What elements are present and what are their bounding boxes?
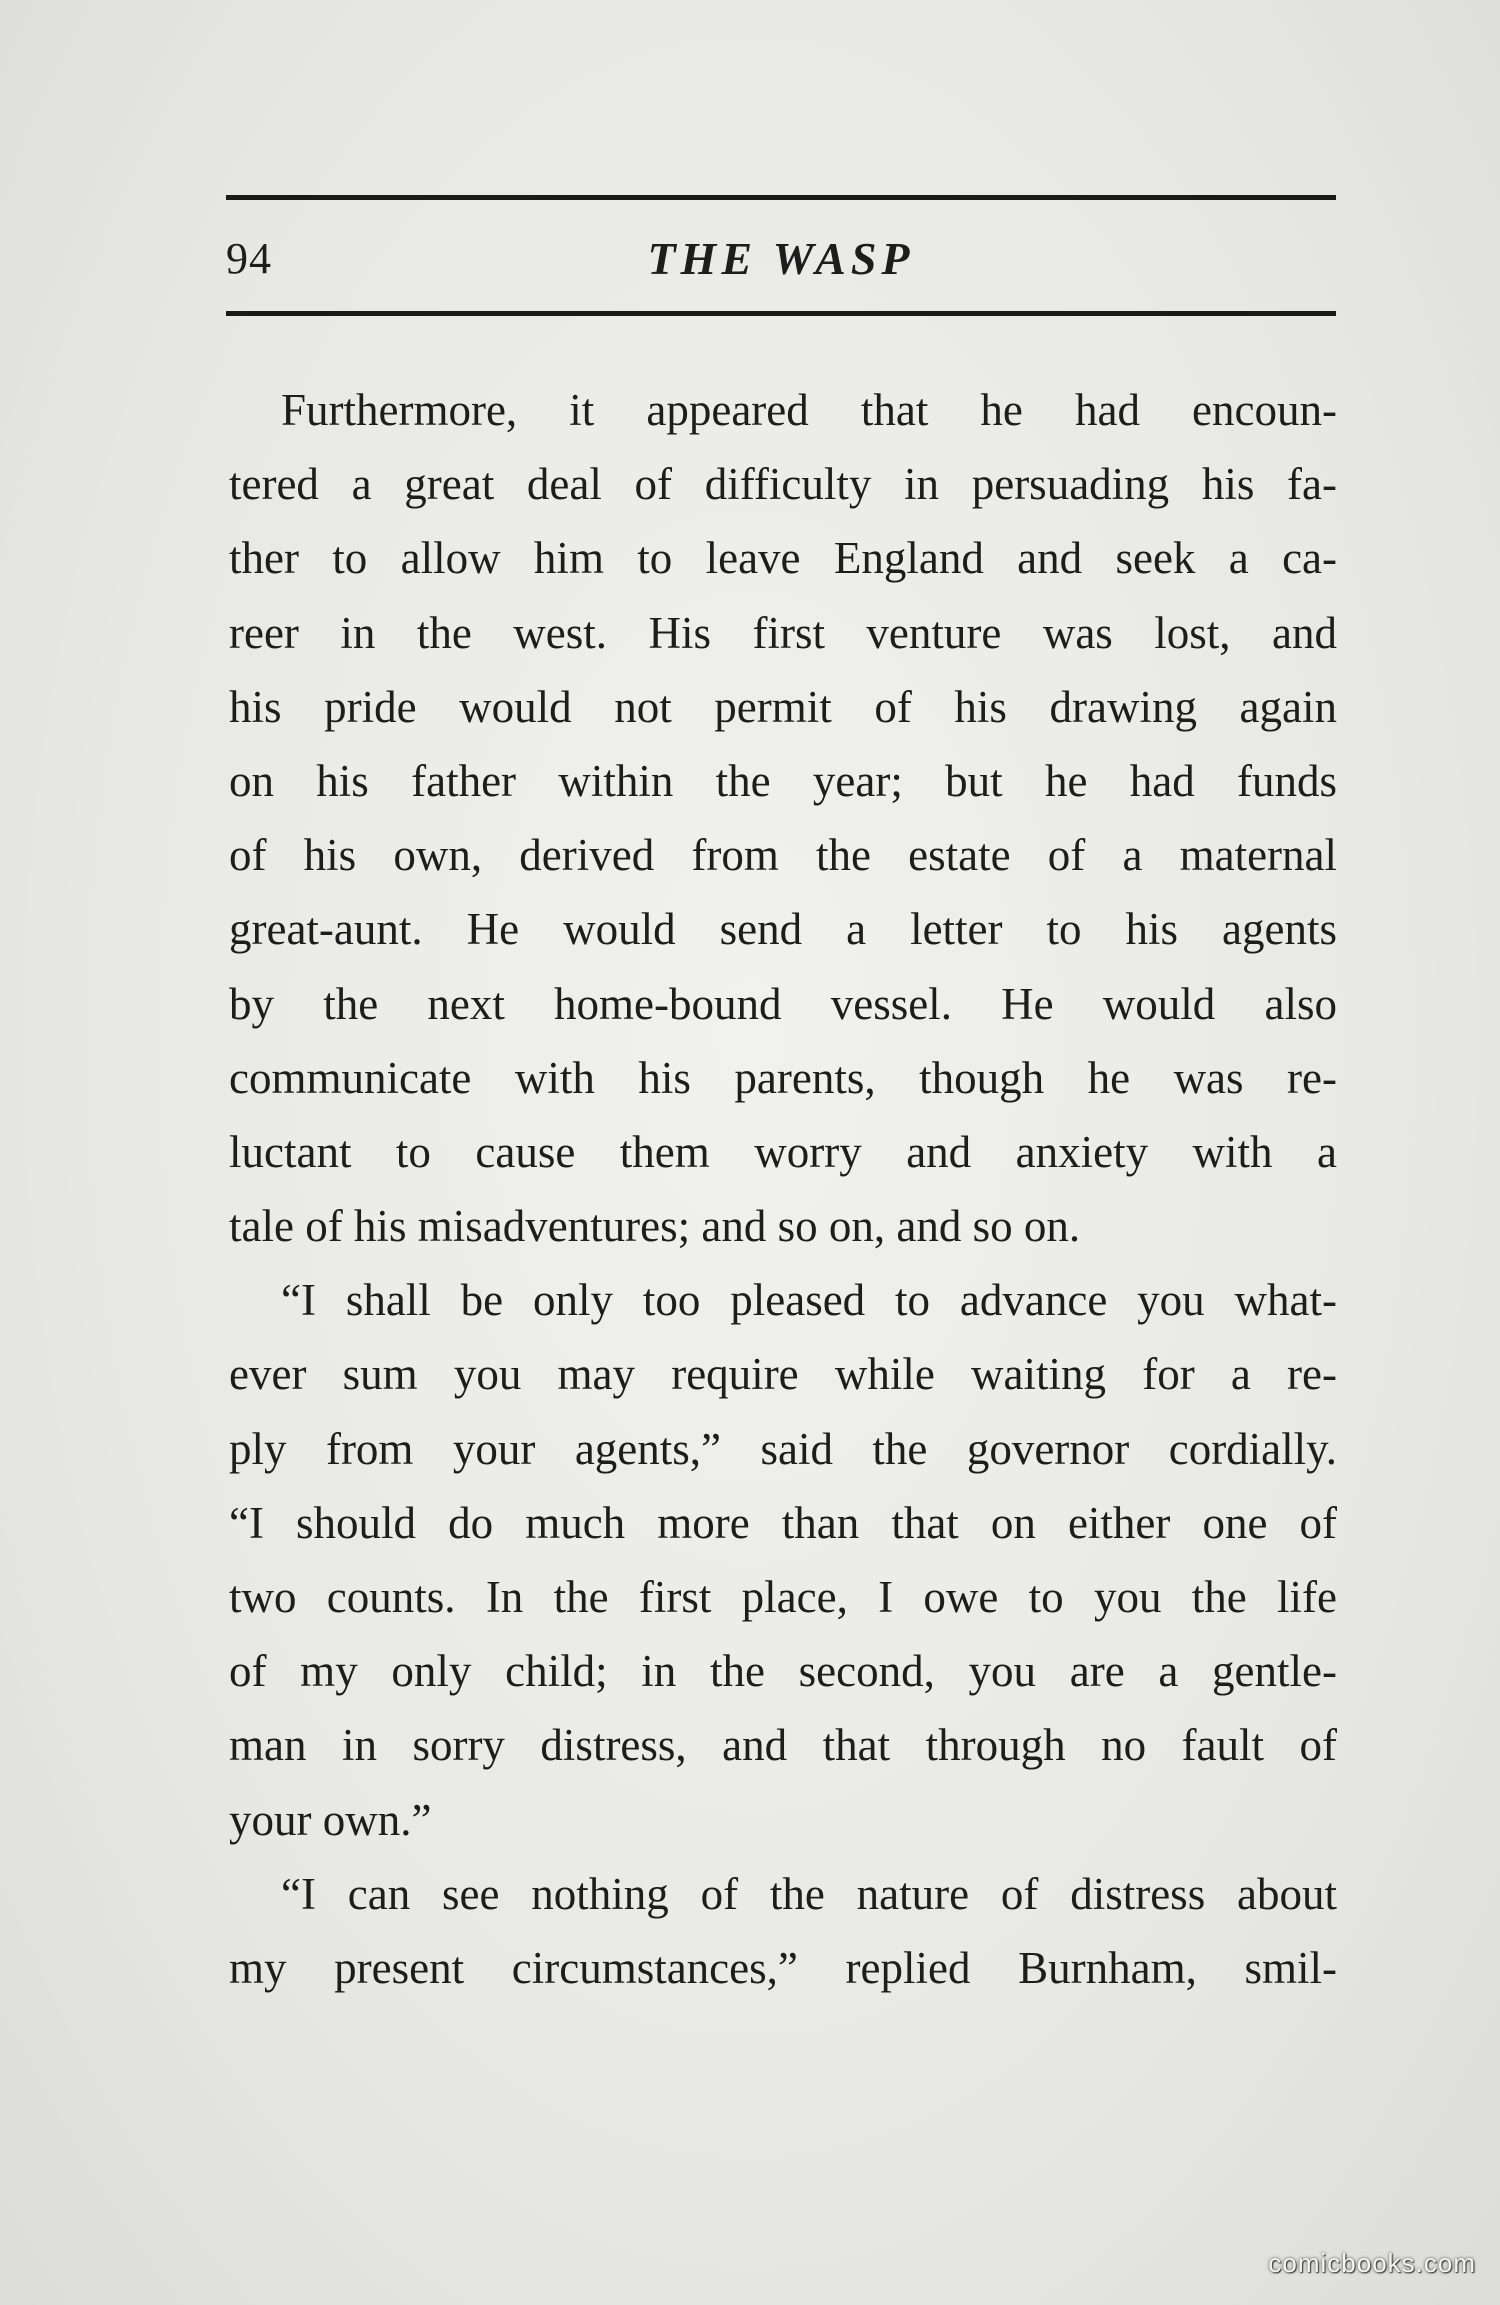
text-line: communicate with his parents, though he was re- <box>229 1052 1337 1103</box>
page-number: 94 <box>226 234 272 283</box>
text-line: my present circumstances,” replied Burnham, smil- <box>229 1942 1337 1993</box>
header-bottom-rule <box>226 311 1336 316</box>
text-line: tale of his misadventures; and so on, and so on. <box>229 1201 1081 1252</box>
text-line: by the next home-bound vessel. He would also <box>229 978 1337 1029</box>
text-line: ever sum you may require while waiting for a re- <box>229 1349 1337 1400</box>
text-line: “I can see nothing of the nature of distress about <box>281 1868 1337 1919</box>
text-line: ply from your agents,” said the governor cordially. <box>229 1423 1337 1474</box>
text-line: on his father within the year; but he had funds <box>229 755 1337 806</box>
text-line: man in sorry distress, and that through no fault of <box>229 1720 1337 1771</box>
watermark: comicbooks.com <box>1268 2248 1476 2278</box>
page-header <box>226 224 1336 294</box>
text-line: two counts. In the first place, I owe to you the life <box>229 1572 1337 1622</box>
text-line: of his own, derived from the estate of a maternal <box>229 830 1337 881</box>
text-line: tered a great deal of difficulty in persuading his fa- <box>229 459 1337 510</box>
text-line: your own.” <box>229 1794 432 1845</box>
text-line: of my only child; in the second, you are a gentle- <box>229 1646 1337 1697</box>
text-line: ther to allow him to leave England and seek a ca- <box>229 533 1337 584</box>
text-line: “I should do much more than that on either one of <box>229 1497 1337 1548</box>
header-top-rule <box>226 195 1336 200</box>
text-line: his pride would not permit of his drawing again <box>229 681 1337 732</box>
text-line: luctant to cause them worry and anxiety with a <box>229 1126 1337 1177</box>
text-line: reer in the west. His first venture was lost, and <box>229 607 1337 658</box>
body-text <box>229 373 1337 2005</box>
running-head-title: THE WASP <box>647 233 915 284</box>
text-line: “I shall be only too pleased to advance you what- <box>281 1275 1337 1326</box>
text-line: Furthermore, it appeared that he had encoun- <box>281 385 1337 435</box>
text-line: great-aunt. He would send a letter to his agents <box>229 904 1337 955</box>
